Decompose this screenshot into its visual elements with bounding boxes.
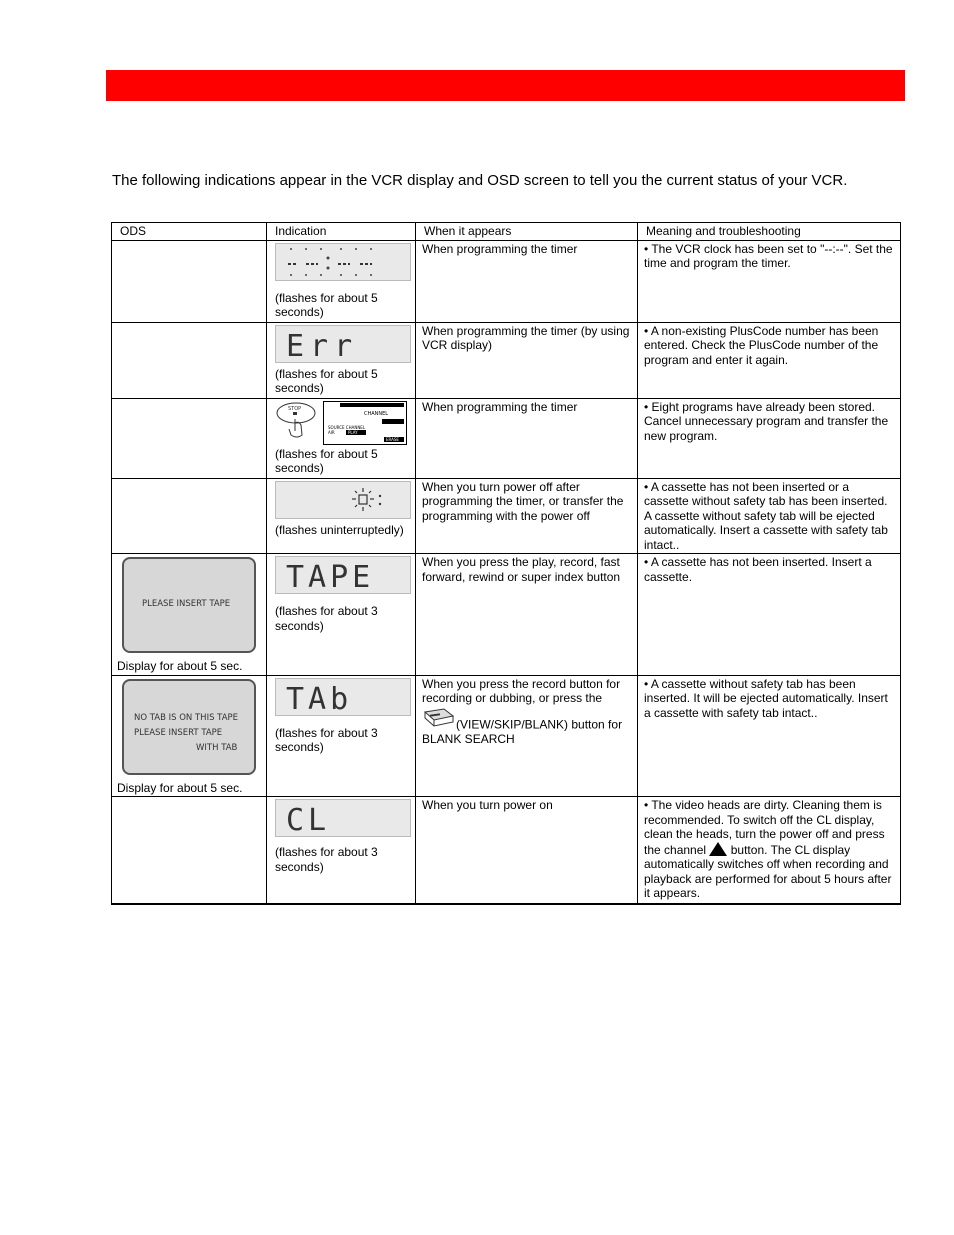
indication-cell <box>267 554 416 676</box>
vcr-view-skip-blank-icon <box>422 706 456 732</box>
lcd-text: CL <box>286 803 331 836</box>
ods-cell <box>112 478 267 554</box>
stop-hand-icon <box>275 401 317 441</box>
lcd-text: Err <box>286 328 359 362</box>
indication-caption: (flashes for about 3 seconds) <box>275 604 378 633</box>
when-cell: When you press the play, record, fast forward, rewind or super index button <box>416 554 638 676</box>
meaning-text: • The video heads are dirty. Cleaning them is recommended. To switch off the CL display, clean the heads, turn the power off and press the channel <box>644 798 885 857</box>
osd-line: PLEASE INSERT TAPE <box>134 727 223 738</box>
ods-cell <box>112 554 267 676</box>
when-cell: When you turn power off after programming the timer, or transfer the programming with the power off <box>416 478 638 554</box>
lcd-text: TAPE <box>286 560 375 593</box>
lcd-display-image <box>275 678 411 716</box>
stop-label: STOP <box>288 405 302 412</box>
table-row <box>112 322 901 398</box>
table-row <box>112 478 901 554</box>
meaning-cell <box>638 797 901 904</box>
osd-line: NO TAB IS ON THIS TAPE <box>134 712 239 723</box>
lcd-display-image <box>275 799 411 837</box>
indication-caption: (flashes uninterruptedly) <box>275 522 404 537</box>
when-cell: When programming the timer (by using VCR display) <box>416 322 638 398</box>
table-header-row <box>112 223 901 241</box>
meaning-cell: • The VCR clock has been set to "--:--". Set the time and program the timer. <box>638 240 901 322</box>
meaning-text-after-icon: button. The CL display automatically switches off when recording and playback are performed for about 5 hours after it appears. <box>644 842 892 900</box>
indication-caption: (flashes for about 5 seconds) <box>275 290 378 319</box>
timer-osd-image <box>323 401 407 445</box>
meaning-cell: • Eight programs have already been stored. Cancel unnecessary program and transfer the new program. <box>638 398 901 478</box>
osd-screen-image <box>122 679 256 775</box>
ods-cell <box>112 240 267 322</box>
mini-osd-air: AIR <box>328 429 335 435</box>
mini-osd-channel: CHANNEL <box>364 410 389 417</box>
table-row <box>112 554 901 676</box>
lcd-display-image <box>275 481 411 519</box>
section-header-bar <box>106 70 905 101</box>
indication-cell <box>267 478 416 554</box>
header-indication: Indication <box>267 223 416 241</box>
meaning-cell: • A non-existing PlusCode number has been entered. Check the PlusCode number of the program and enter it again. <box>638 322 901 398</box>
indication-caption: (flashes for about 3 seconds) <box>275 845 378 874</box>
indication-cell <box>267 797 416 904</box>
lcd-display-image <box>275 243 411 281</box>
ods-cell <box>112 797 267 904</box>
meaning-cell: • A cassette has not been inserted. Insert a cassette. <box>638 554 901 676</box>
indication-cell <box>267 240 416 322</box>
when-text-after-icon: (VIEW/SKIP/BLANK) button for BLANK SEARCH <box>422 717 623 746</box>
mini-osd-play: PLAY <box>348 429 358 435</box>
header-ods: ODS <box>112 223 267 241</box>
ods-cell <box>112 675 267 797</box>
when-text: When you press the record button for recording or dubbing, or press the <box>422 676 621 705</box>
when-cell <box>416 675 638 797</box>
meaning-cell: • A cassette without safety tab has been inserted. It will be ejected automatically. Insert a cassette with safety tab intact.. <box>638 675 901 797</box>
when-cell: When programming the timer <box>416 398 638 478</box>
status-table <box>111 222 901 905</box>
header-meaning: Meaning and troubleshooting <box>638 223 901 241</box>
table-row <box>112 240 901 322</box>
when-cell: When you turn power on <box>416 797 638 904</box>
osd-line: WITH TAB <box>196 742 238 753</box>
mini-osd-erase: ERASE <box>386 436 399 442</box>
lcd-display-image <box>275 556 411 594</box>
indication-caption: (flashes for about 3 seconds) <box>275 725 378 754</box>
osd-line: PLEASE INSERT TAPE <box>142 599 231 609</box>
table-row <box>112 398 901 478</box>
osd-caption: Display for about 5 sec. <box>117 659 243 673</box>
mini-osd-source: SOURCE CHANNEL <box>328 424 366 430</box>
channel-up-icon <box>709 842 727 856</box>
lcd-text: TAb <box>286 681 353 715</box>
osd-caption: Display for about 5 sec. <box>117 780 243 795</box>
ods-cell <box>112 398 267 478</box>
meaning-cell: • A cassette has not been inserted or a cassette without safety tab has been inserted. A cassette without safety tab will be ejected automatically. Insert a cassette with safety tab intact.. <box>638 478 901 554</box>
indication-cell <box>267 322 416 398</box>
indication-cell <box>267 398 416 478</box>
table-row <box>112 797 901 904</box>
indication-caption: (flashes for about 5 seconds) <box>275 366 378 395</box>
intro-text: The following indications appear in the VCR display and OSD screen to tell you the current status of your VCR. <box>112 172 848 189</box>
indication-cell <box>267 675 416 797</box>
indication-caption: (flashes for about 5 seconds) <box>275 446 378 475</box>
when-cell: When programming the timer <box>416 240 638 322</box>
header-when: When it appears <box>416 223 638 241</box>
table-row <box>112 675 901 797</box>
lcd-display-image <box>275 325 411 363</box>
ods-cell <box>112 322 267 398</box>
osd-screen-image <box>122 557 256 653</box>
